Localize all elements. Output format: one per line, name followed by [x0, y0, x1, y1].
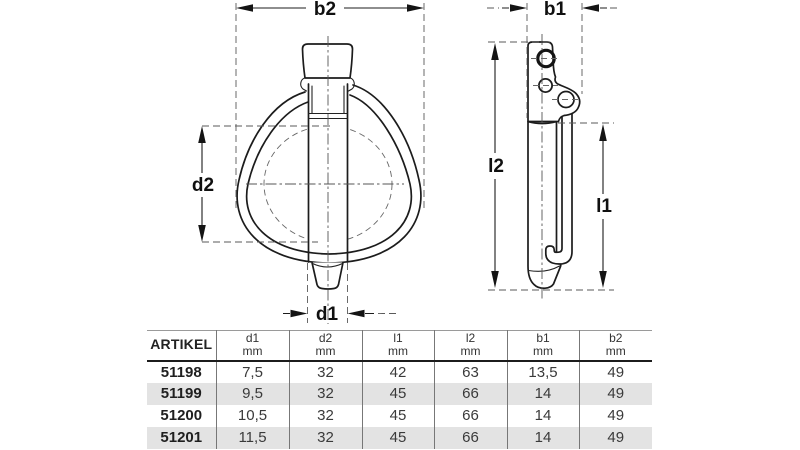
b1-arrow-right	[582, 4, 599, 12]
b2-arrow-right	[407, 4, 424, 12]
col-name: b1	[536, 330, 550, 345]
article-number: 51198	[160, 363, 202, 381]
col-name: d2	[318, 330, 333, 345]
value-cell: 45	[362, 405, 434, 427]
pin-head-rim-left	[301, 78, 307, 91]
value-cell: 14	[507, 427, 579, 449]
value-cell: 7,5	[216, 361, 289, 383]
table-row	[147, 361, 652, 383]
b2-arrow-left	[236, 4, 253, 12]
d1-arrow-right	[348, 310, 365, 318]
d1-arrow-left	[291, 310, 308, 318]
value-cell: 66	[434, 405, 507, 427]
value-cell: 32	[289, 405, 362, 427]
col-unit: mm	[605, 344, 626, 359]
article-number: 51199	[160, 385, 202, 402]
table-col-header-b1	[507, 331, 579, 361]
col-name: b2	[609, 330, 623, 345]
l2-arrow-bottom	[491, 271, 499, 288]
value-cell: 9,5	[216, 383, 289, 405]
side-view	[487, 0, 618, 300]
d2-arrow-top	[198, 126, 206, 143]
b1-label: b1	[543, 0, 567, 20]
value-cell: 49	[579, 427, 652, 449]
value-cell: 66	[434, 427, 507, 449]
value-cell: 10,5	[216, 405, 289, 427]
l2-arrow-top	[491, 43, 499, 60]
table-col-header-l2	[434, 331, 507, 361]
d2-label: d2	[191, 175, 215, 196]
pin-head-front	[303, 44, 353, 78]
col-unit: mm	[533, 344, 553, 359]
article-number: 51200	[160, 407, 203, 424]
col-unit: mm	[388, 344, 408, 359]
value-cell: 66	[434, 383, 507, 405]
table-col-header-l1	[362, 331, 434, 361]
spec-table	[147, 330, 652, 449]
value-cell: 42	[362, 361, 434, 383]
value-cell: 32	[289, 383, 362, 405]
col-name: l1	[393, 330, 403, 345]
value-cell: 49	[579, 405, 652, 427]
col-unit: mm	[242, 344, 263, 359]
value-cell: 11,5	[216, 427, 289, 449]
value-cell: 63	[434, 361, 507, 383]
spec-table-body	[147, 361, 652, 449]
spec-table-header	[147, 331, 652, 361]
value-cell: 13,5	[507, 361, 579, 383]
col-unit: mm	[460, 344, 481, 359]
value-cell: 14	[507, 405, 579, 427]
b2-label: b2	[313, 0, 337, 20]
l1-arrow-bottom	[599, 271, 607, 288]
value-cell: 32	[289, 361, 362, 383]
table-col-header-d1	[216, 331, 289, 361]
value-cell: 14	[507, 383, 579, 405]
artikel-header-label: ARTIKEL	[150, 336, 213, 353]
col-name: l2	[465, 330, 476, 345]
table-row	[147, 427, 652, 449]
article-number: 51201	[160, 429, 203, 446]
col-name: d1	[245, 330, 260, 345]
table-row	[147, 383, 652, 405]
d1-label: d1	[315, 304, 339, 325]
value-cell: 49	[579, 383, 652, 405]
d2-arrow-bottom	[198, 225, 206, 242]
table-row	[147, 405, 652, 427]
table-col-header-b2	[579, 331, 652, 361]
table-header-artikel	[147, 331, 216, 361]
col-unit: mm	[315, 344, 336, 359]
value-cell: 45	[362, 427, 434, 449]
l1-label: l1	[596, 196, 612, 217]
front-view	[192, 0, 424, 325]
value-cell: 49	[579, 361, 652, 383]
l2-label: l2	[488, 156, 504, 177]
l1-arrow-top	[599, 124, 607, 141]
table-col-header-d2	[289, 331, 362, 361]
value-cell: 45	[362, 383, 434, 405]
value-cell: 32	[289, 427, 362, 449]
b1-arrow-left	[510, 4, 527, 12]
